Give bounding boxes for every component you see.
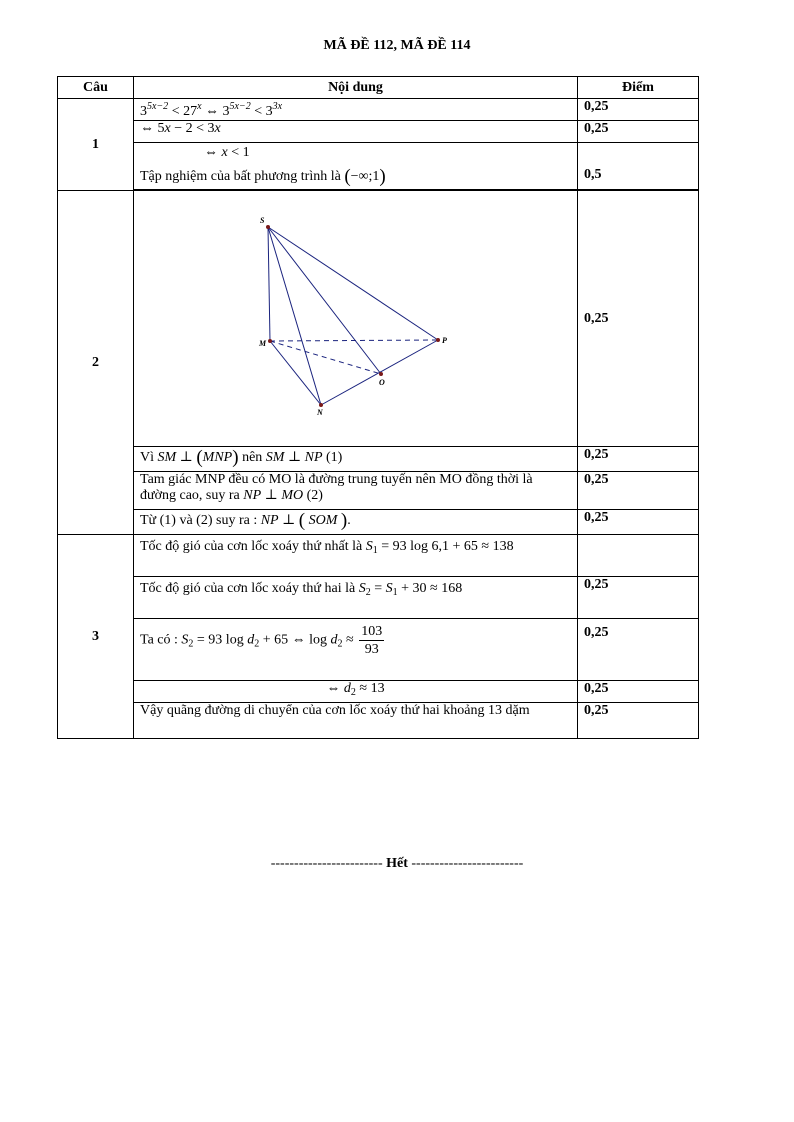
header-noi-dung: Nội dung [134,77,578,99]
q2-step3-a: Từ (1) và (2) suy ra : [140,513,258,528]
answer-table [57,76,699,739]
q1-point-3: 0,5 [578,143,699,190]
q2-step2-a: Tam giác MNP đều có MO là đường trung tuyến nên MO đồng thời là đường cao, suy ra [140,472,533,503]
label-s: S [260,216,265,225]
q3-step5: Vậy quãng đường di chuyển của cơn lốc xoáy thứ hai khoảng 13 dặm [134,703,578,739]
q1-solution-text: Tập nghiệm của bất phương trình là [140,169,341,184]
edge-mo [270,341,381,374]
q3-step1-text: Tốc độ gió của cơn lốc xoáy thứ nhất là [140,539,363,554]
end-dashes-right: ------------------------ [411,856,524,871]
q3-point-5: 0,25 [578,703,699,739]
q1-point-2: 0,25 [578,121,699,143]
q3-step3: Ta có : $S_2 = 93$ $\log d_2 + 65$ ⇔ $\log d_2$ ≈ $\frac{103}{93}$ [134,619,578,681]
q3-point-4: 0,25 [578,681,699,703]
q2-step1-a: Vì [140,450,154,465]
fraction-numerator: 103 [361,624,383,639]
question-number: 1 [58,99,134,191]
table-row [58,681,699,703]
label-o: O [379,378,385,387]
point-n [319,403,323,407]
edge-mn [270,341,321,405]
table-row [58,703,699,739]
end-dashes-left: ------------------------ [270,856,383,871]
fraction [359,623,384,658]
q3-step4: ⇔ $d_2 \approx 13$ [134,681,578,703]
pyramid-figure [134,191,578,441]
table-row [58,619,699,681]
q2-step3: Từ (1) và (2) suy ra : NP ⊥ ( SOM ). [134,510,578,535]
q1-step2: ⇔ 5x − 2 < 3x [134,121,578,143]
q2-point-1: 0,25 [578,447,699,472]
page-title: MÃ ĐỀ 112, MÃ ĐỀ 114 [323,38,471,53]
edge-sp [268,227,438,340]
q2-step1-b: nên [242,450,263,465]
q1-step3: ⇔ x < 1 Tập nghiệm của bất phương trình là (−∞;1) [134,143,578,190]
header-diem: Điểm [578,77,699,99]
q1-point-1: 0,25 [578,99,699,121]
header-cau: Câu [58,77,134,99]
point-m [268,339,272,343]
q3-step2-text: Tốc độ gió của cơn lốc xoáy thứ hai là [140,581,356,596]
q2-step2: Tam giác MNP đều có MO là đường trung tuyến nên MO đồng thời là đường cao, suy ra NP ⊥ MO (2) [134,472,578,510]
table-row [58,535,699,577]
q2-point-3: 0,25 [578,510,699,535]
end-text: Hết [386,856,408,871]
table-row [58,510,699,535]
table-row [58,99,699,121]
edge-sn [268,227,321,405]
q3-step2: Tốc độ gió của cơn lốc xoáy thứ hai là $S_2 = S_1 + 30 \approx 168$ [134,577,578,619]
label-p: P [442,336,447,345]
edge-so [268,227,381,374]
point-o [379,372,383,376]
edge-mp [270,340,438,341]
q2-point-2: 0,25 [578,472,699,510]
q2-figure-cell [134,191,578,447]
q2-step2-b: (2) [306,488,323,503]
table-row [58,143,699,190]
q3-point-1 [578,535,699,577]
end-marker [0,856,794,872]
edge-sm [268,227,270,341]
question-number: 3 [58,535,134,739]
question-number: 2 [58,191,134,535]
label-n: N [317,408,323,417]
q2-step1: Vì SM ⊥ (MNP) nên SM ⊥ NP (1) [134,447,578,472]
label-m: M [259,339,267,348]
edge-np [321,340,438,405]
table-row [58,191,699,447]
table-row [58,472,699,510]
q3-point-2: 0,25 [578,577,699,619]
q3-step1: Tốc độ gió của cơn lốc xoáy thứ nhất là $S_1 = 93$ log 6,1 + 65 ≈ 138 [134,535,578,577]
q2-figure-point: 0,25 [578,191,699,447]
q1-step1: $3^{5x-2} < 27^x$ ⇔ $3^{5x-2} < 3^{3x}$ [134,99,578,121]
table-header-row [58,77,699,99]
table-row [58,121,699,143]
q2-step1-c: (1) [326,450,343,465]
table-row [58,447,699,472]
fraction-denominator: 93 [364,642,379,657]
q3-point-3: 0,25 [578,619,699,681]
table-row [58,577,699,619]
q3-step3-text: Ta có : [140,632,178,648]
point-s [266,225,270,229]
point-p [436,338,440,342]
